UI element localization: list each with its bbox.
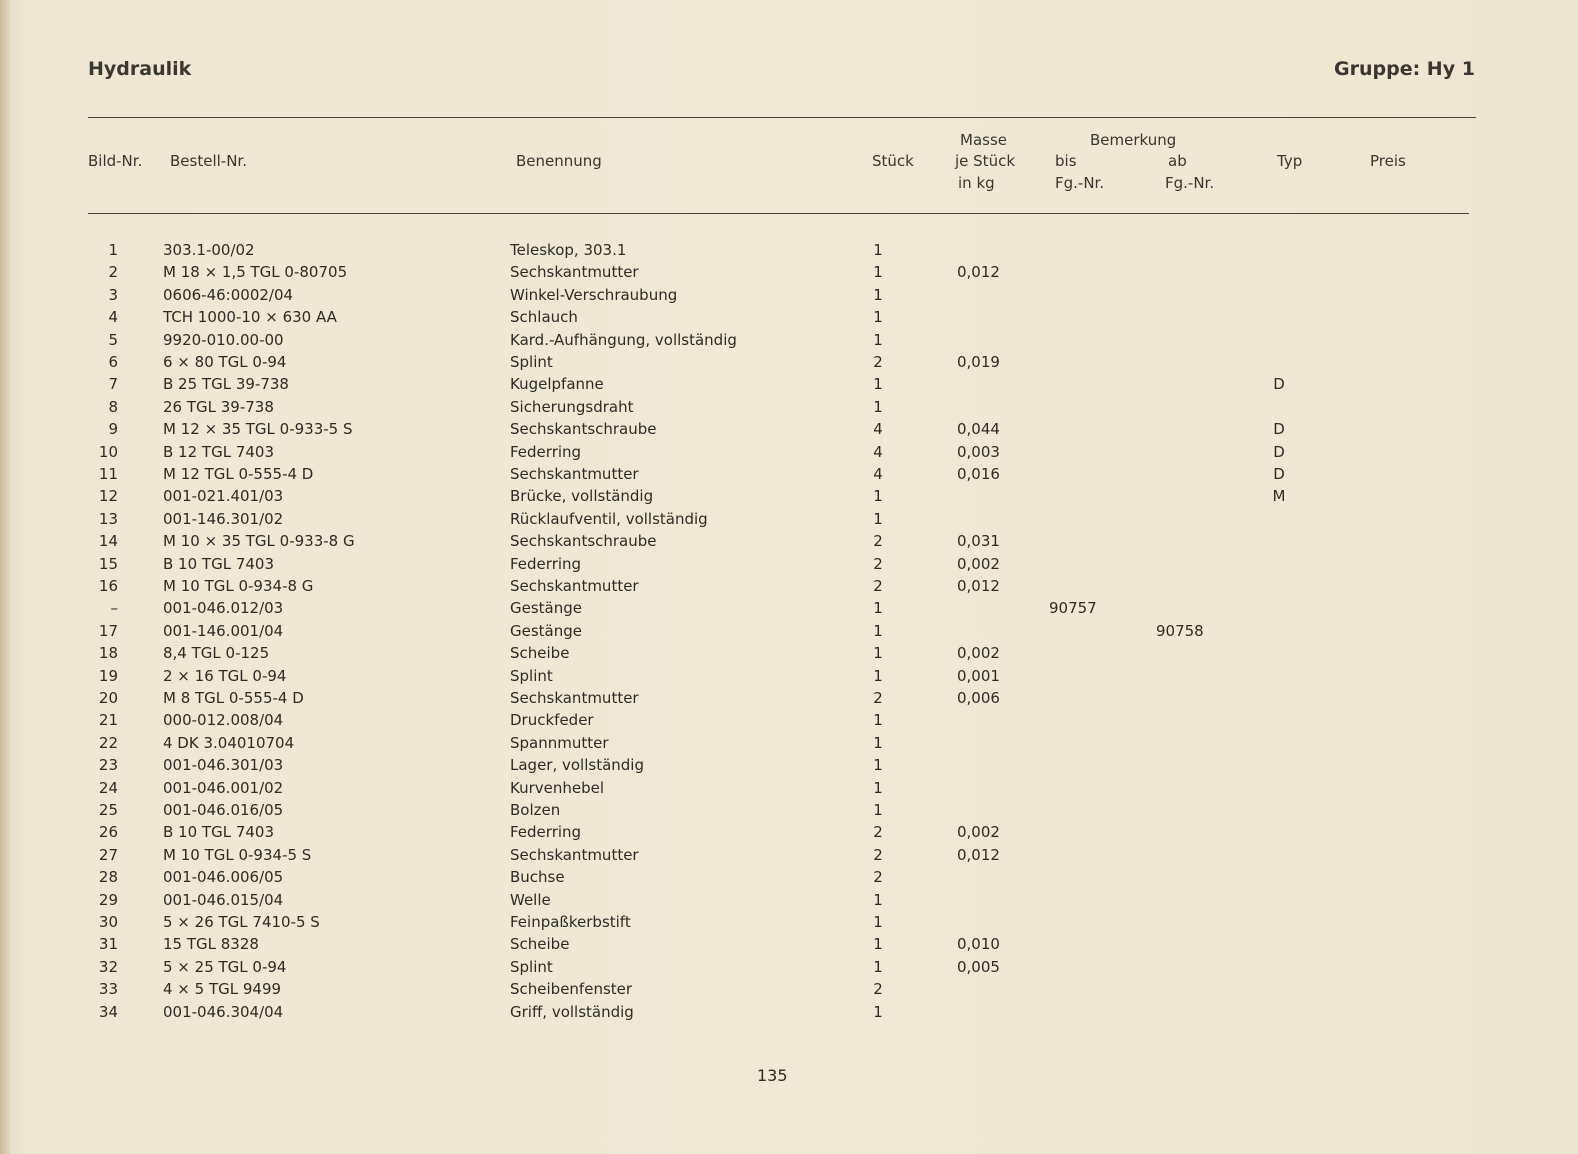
col-header-bemerkung: Bemerkung: [1090, 131, 1177, 149]
cell-stueck: 2: [873, 554, 883, 573]
table-row: [0, 308, 1578, 330]
cell-bestell-nr: 8,4 TGL 0-125: [163, 644, 270, 663]
cell-benennung: Sechskantmutter: [510, 845, 639, 864]
table-row: [0, 263, 1578, 285]
cell-bild-nr: 31: [98, 935, 118, 954]
col-header-masse-3: in kg: [958, 174, 995, 192]
cell-bild-nr: 18: [98, 644, 118, 663]
cell-benennung: Teleskop, 303.1: [510, 241, 627, 259]
table-row: [0, 420, 1578, 442]
cell-benennung: Federring: [510, 554, 582, 573]
table-row: [0, 510, 1578, 532]
cell-benennung: Scheibe: [510, 935, 570, 954]
cell-bild-nr: 29: [98, 890, 118, 909]
cell-bild-nr: 15: [98, 554, 118, 573]
cell-stueck: 4: [873, 442, 883, 461]
cell-bild-nr: 14: [98, 532, 118, 551]
cell-stueck: 1: [873, 397, 883, 416]
cell-typ: D: [1273, 465, 1285, 483]
cell-benennung: Druckfeder: [510, 711, 594, 730]
col-header-benennung: Benennung: [516, 152, 602, 170]
cell-benennung: Kard.-Aufhängung, vollständig: [510, 330, 737, 349]
cell-bild-nr: 19: [98, 666, 118, 685]
cell-bestell-nr: 001-146.301/02: [163, 509, 284, 528]
cell-bestell-nr: 5 × 25 TGL 0-94: [163, 957, 287, 976]
cell-bild-nr: 30: [98, 913, 118, 931]
table-row: [0, 980, 1578, 1002]
cell-bestell-nr: 001-021.401/03: [163, 487, 284, 506]
group-label: Gruppe: Hy 1: [1334, 58, 1475, 80]
col-header-ab: ab: [1168, 152, 1187, 170]
cell-bestell-nr: M 10 × 35 TGL 0-933-8 G: [163, 532, 355, 551]
cell-bild-nr: 2: [108, 263, 118, 282]
cell-bild-nr: 16: [98, 577, 118, 595]
cell-bestell-nr: 001-046.012/03: [163, 599, 284, 618]
col-header-masse-2: je Stück: [955, 152, 1016, 170]
cell-bild-nr: 21: [98, 711, 118, 730]
table-row: [0, 711, 1578, 733]
col-header-preis: Preis: [1370, 152, 1406, 170]
cell-bild-nr: 9: [108, 420, 118, 439]
cell-masse: 0,002: [957, 644, 1000, 663]
cell-stueck: 2: [873, 868, 883, 887]
cell-stueck: 1: [873, 644, 883, 663]
cell-bestell-nr: M 18 × 1,5 TGL 0-80705: [163, 263, 348, 282]
cell-bestell-nr: 001-046.001/02: [163, 778, 284, 797]
cell-benennung: Winkel-Verschraubung: [510, 285, 678, 304]
cell-masse: 0,005: [957, 957, 1000, 976]
cell-benennung: Spannmutter: [510, 733, 609, 752]
cell-stueck: 1: [873, 1002, 883, 1021]
table-row: [0, 398, 1578, 420]
cell-masse: 0,012: [957, 263, 1000, 282]
cell-bestell-nr: 001-046.301/03: [163, 756, 284, 775]
cell-bestell-nr: 303.1-00/02: [163, 241, 255, 259]
cell-stueck: 2: [873, 980, 883, 999]
cell-bild-nr: 26: [98, 823, 118, 842]
cell-typ: M: [1272, 487, 1286, 506]
cell-bild-nr: 1: [108, 241, 118, 259]
cell-masse: 0,016: [957, 465, 1000, 483]
header-rule: [88, 213, 1469, 214]
table-row: [0, 823, 1578, 845]
table-row: [0, 487, 1578, 509]
col-header-masse-1: Masse: [960, 131, 1007, 149]
cell-bild-nr: 22: [98, 733, 118, 752]
cell-bestell-nr: TCH 1000-10 × 630 AA: [163, 308, 337, 327]
cell-bild-nr: 23: [98, 756, 118, 775]
cell-benennung: Schlauch: [510, 308, 578, 327]
table-row: [0, 779, 1578, 801]
table-row: [0, 532, 1578, 554]
table-row: [0, 868, 1578, 890]
cell-benennung: Sechskantschraube: [510, 420, 657, 439]
cell-benennung: Sechskantmutter: [510, 465, 639, 483]
col-header-stueck: Stück: [872, 152, 914, 170]
cell-bild-nr: 3: [108, 285, 118, 304]
table-row: [0, 801, 1578, 823]
table-row: [0, 667, 1578, 689]
cell-bild-nr: –: [110, 599, 118, 618]
cell-stueck: 1: [873, 263, 883, 282]
table-row: [0, 622, 1578, 644]
cell-typ: D: [1273, 420, 1285, 439]
cell-stueck: 1: [873, 666, 883, 685]
table-row: [0, 734, 1578, 756]
cell-bild-nr: 27: [98, 845, 118, 864]
cell-stueck: 2: [873, 532, 883, 551]
cell-stueck: 1: [873, 285, 883, 304]
cell-bestell-nr: M 8 TGL 0-555-4 D: [163, 689, 304, 707]
col-header-bestell-nr: Bestell-Nr.: [170, 152, 247, 170]
cell-bestell-nr: M 12 × 35 TGL 0-933-5 S: [163, 420, 353, 439]
cell-benennung: Buchse: [510, 868, 565, 887]
cell-stueck: 1: [873, 801, 883, 819]
page-number: 135: [757, 1066, 788, 1085]
cell-stueck: 1: [873, 711, 883, 730]
cell-bestell-nr: B 10 TGL 7403: [163, 554, 274, 573]
cell-bild-nr: 32: [98, 957, 118, 976]
cell-stueck: 2: [873, 689, 883, 707]
cell-masse: 0,006: [957, 689, 1000, 707]
table-row: [0, 555, 1578, 577]
cell-stueck: 2: [873, 577, 883, 595]
cell-stueck: 1: [873, 308, 883, 327]
cell-bestell-nr: 001-046.006/05: [163, 868, 284, 887]
cell-bestell-nr: 9920-010.00-00: [163, 330, 284, 349]
cell-bestell-nr: B 12 TGL 7403: [163, 442, 274, 461]
table-row: [0, 577, 1578, 599]
table-row: [0, 1003, 1578, 1025]
table-row: [0, 465, 1578, 487]
table-row: [0, 331, 1578, 353]
cell-bestell-nr: 0606-46:0002/04: [163, 285, 294, 304]
cell-benennung: Sechskantmutter: [510, 577, 639, 595]
table-row: [0, 644, 1578, 666]
cell-typ: D: [1273, 442, 1285, 461]
cell-bestell-nr: B 10 TGL 7403: [163, 823, 274, 842]
cell-bild-nr: 5: [108, 330, 118, 349]
cell-bestell-nr: 001-046.016/05: [163, 801, 284, 819]
cell-bestell-nr: 000-012.008/04: [163, 711, 284, 730]
cell-benennung: Brücke, vollständig: [510, 487, 654, 506]
col-header-bild-nr: Bild-Nr.: [88, 152, 143, 170]
cell-bestell-nr: 6 × 80 TGL 0-94: [163, 353, 287, 371]
cell-benennung: Scheibe: [510, 644, 570, 663]
cell-masse: 0,012: [957, 577, 1000, 595]
table-row: [0, 599, 1578, 621]
cell-benennung: Feinpaßkerbstift: [510, 913, 631, 931]
col-header-bis: bis: [1055, 152, 1077, 170]
cell-stueck: 1: [873, 241, 883, 259]
table-row: [0, 689, 1578, 711]
cell-stueck: 1: [873, 756, 883, 775]
cell-bild-nr: 24: [98, 778, 118, 797]
cell-stueck: 1: [873, 375, 883, 394]
cell-bestell-nr: 26 TGL 39-738: [163, 397, 274, 416]
section-title: Hydraulik: [88, 58, 192, 80]
cell-bild-nr: 34: [98, 1002, 118, 1021]
cell-bild-nr: 28: [98, 868, 118, 887]
cell-benennung: Welle: [510, 890, 551, 909]
table-row: [0, 958, 1578, 980]
cell-bestell-nr: 15 TGL 8328: [163, 935, 259, 954]
cell-ab-fg-nr: 90758: [1156, 621, 1204, 640]
cell-stueck: 1: [873, 599, 883, 618]
table-row: [0, 846, 1578, 868]
cell-bis-fg-nr: 90757: [1049, 599, 1097, 618]
cell-masse: 0,044: [957, 420, 1000, 439]
cell-benennung: Federring: [510, 442, 582, 461]
cell-stueck: 2: [873, 823, 883, 842]
cell-bild-nr: 6: [108, 353, 118, 371]
table-row: [0, 913, 1578, 935]
cell-stueck: 1: [873, 733, 883, 752]
cell-stueck: 1: [873, 935, 883, 954]
cell-stueck: 1: [873, 778, 883, 797]
cell-bild-nr: 17: [98, 621, 118, 640]
cell-stueck: 1: [873, 957, 883, 976]
cell-stueck: 1: [873, 890, 883, 909]
cell-benennung: Gestänge: [510, 599, 582, 618]
cell-masse: 0,010: [957, 935, 1000, 954]
cell-bild-nr: 12: [98, 487, 118, 506]
cell-masse: 0,012: [957, 845, 1000, 864]
cell-stueck: 1: [873, 509, 883, 528]
cell-bild-nr: 20: [98, 689, 118, 707]
table-row: [0, 241, 1578, 263]
cell-stueck: 2: [873, 353, 883, 371]
cell-bild-nr: 13: [98, 509, 118, 528]
cell-benennung: Sicherungsdraht: [510, 397, 634, 416]
cell-bild-nr: 10: [98, 442, 118, 461]
cell-benennung: Lager, vollständig: [510, 756, 644, 775]
cell-masse: 0,002: [957, 823, 1000, 842]
cell-bestell-nr: M 10 TGL 0-934-8 G: [163, 577, 314, 595]
table-row: [0, 286, 1578, 308]
cell-benennung: Griff, vollständig: [510, 1002, 634, 1021]
table-row: [0, 935, 1578, 957]
col-header-ab-fg: Fg.-Nr.: [1165, 174, 1215, 192]
cell-stueck: 1: [873, 913, 883, 931]
cell-bild-nr: 11: [98, 465, 118, 483]
cell-bestell-nr: 4 DK 3.04010704: [163, 733, 295, 752]
cell-benennung: Splint: [510, 957, 553, 976]
cell-benennung: Kurvenhebel: [510, 778, 605, 797]
cell-benennung: Splint: [510, 666, 553, 685]
top-rule: [88, 117, 1476, 118]
cell-typ: D: [1273, 375, 1285, 394]
table-row: [0, 891, 1578, 913]
cell-benennung: Sechskantmutter: [510, 689, 639, 707]
cell-benennung: Sechskantmutter: [510, 263, 639, 282]
col-header-typ: Typ: [1277, 152, 1303, 170]
cell-bild-nr: 33: [98, 980, 118, 999]
cell-bild-nr: 7: [108, 375, 118, 394]
cell-benennung: Federring: [510, 823, 582, 842]
cell-bild-nr: 8: [108, 397, 118, 416]
cell-masse: 0,003: [957, 442, 1000, 461]
cell-benennung: Splint: [510, 353, 553, 371]
cell-stueck: 1: [873, 487, 883, 506]
cell-benennung: Sechskantschraube: [510, 532, 657, 551]
table-row: [0, 353, 1578, 375]
cell-masse: 0,001: [957, 666, 1000, 685]
cell-stueck: 2: [873, 845, 883, 864]
cell-bestell-nr: 5 × 26 TGL 7410-5 S: [163, 913, 320, 931]
table-row: [0, 443, 1578, 465]
col-header-bis-fg: Fg.-Nr.: [1055, 174, 1105, 192]
cell-bild-nr: 4: [108, 308, 118, 327]
cell-bestell-nr: M 10 TGL 0-934-5 S: [163, 845, 312, 864]
cell-bestell-nr: B 25 TGL 39-738: [163, 375, 289, 394]
cell-stueck: 4: [873, 465, 883, 483]
cell-benennung: Kugelpfanne: [510, 375, 604, 394]
cell-masse: 0,002: [957, 554, 1000, 573]
cell-bestell-nr: 001-046.304/04: [163, 1002, 284, 1021]
table-row: [0, 756, 1578, 778]
cell-bestell-nr: M 12 TGL 0-555-4 D: [163, 465, 314, 483]
cell-bestell-nr: 001-146.001/04: [163, 621, 284, 640]
cell-stueck: 1: [873, 330, 883, 349]
table-row: [0, 375, 1578, 397]
cell-stueck: 1: [873, 621, 883, 640]
cell-stueck: 4: [873, 420, 883, 439]
cell-bestell-nr: 4 × 5 TGL 9499: [163, 980, 282, 999]
cell-benennung: Scheibenfenster: [510, 980, 633, 999]
cell-masse: 0,031: [957, 532, 1000, 551]
cell-bild-nr: 25: [98, 801, 118, 819]
cell-bestell-nr: 001-046.015/04: [163, 890, 284, 909]
cell-benennung: Bolzen: [510, 801, 561, 819]
cell-benennung: Gestänge: [510, 621, 582, 640]
cell-masse: 0,019: [957, 353, 1000, 371]
cell-benennung: Rücklaufventil, vollständig: [510, 509, 708, 528]
cell-bestell-nr: 2 × 16 TGL 0-94: [163, 666, 287, 685]
